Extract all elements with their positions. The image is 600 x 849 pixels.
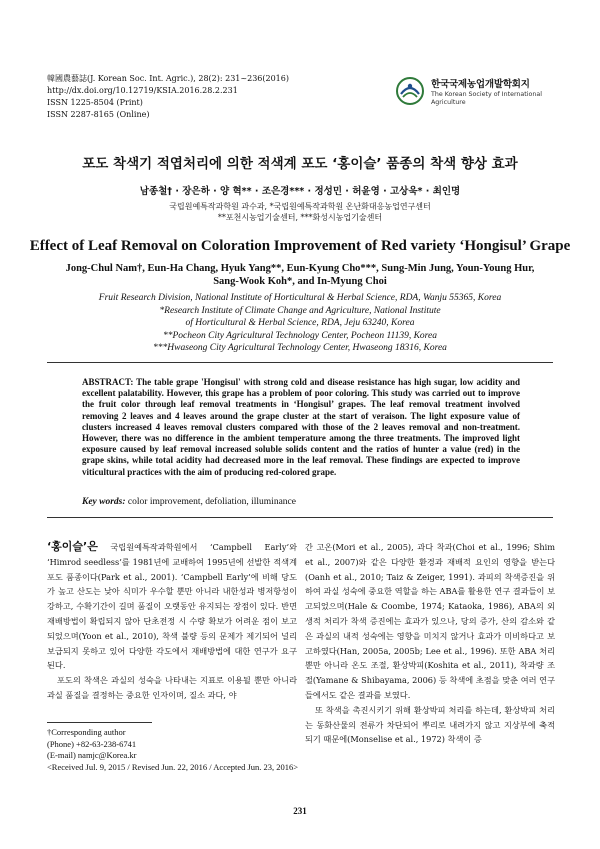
doi-link[interactable]: http://dx.doi.org/10.12719/KSIA.2016.28.2.231 <box>47 86 238 95</box>
issn-print: ISSN 1225-8504 (Print) <box>47 98 143 107</box>
footnote <box>47 727 297 773</box>
abstract-bottom-rule <box>47 517 553 518</box>
phone: (Phone) +82-63-238-6741 <box>47 738 137 749</box>
footnote-rule <box>47 722 152 723</box>
page-number: 231 <box>293 806 307 816</box>
affiliation-en-line: Fruit Research Division, National Institute of Horticultural & Herbal Science, RDA, Wanju 55365, Korea <box>98 293 502 303</box>
abstract-top-rule <box>47 362 553 363</box>
keywords-values: color improvement, defoliation, illuminance <box>127 497 296 507</box>
affiliation-ko-line: 국립원예특작과학원 과수과, *국립원예특작과학원 온난화대응농업연구센터 <box>169 202 431 211</box>
journal-header <box>47 73 289 121</box>
journal-citation: 韓國農藝誌(J. Korean Soc. Int. Agric.), 28(2): 231~236(2016) <box>47 74 289 83</box>
body-paragraph: 간 고온(Mori et al., 2005), 과다 착과(Choi et al., 1996; Shim et al., 2007)와 같은 다양한 환경과 재배적 요인의 영향을 받는다(Oanh et al., 2010; Taiz & Zeiger, 1991). 과피의 착색증진을 위하여 과실 성숙에 중요한 역할을 하는 ABA를 활용한 연구 결과들이 보고되었으며(Hale & Coombe, 1974; Kataoka, 1986), ABA의 외생적 처리가 착색 증진에는 효과가 있으나, 당의 증가, 산의 감소와 같은 과실의 내적 성숙에는 영향을 미치지 않거나 효과가 미비하다고 보고하였다(Han, 2005a, 2005b; Lee et al., 1996). 또한 ABA 처리뿐만 아니라 온도 조절, 환상박피(Koshita et al., 2011), 착과량 조절(Yamane & Shibayama, 2006) 등 착색에 초점을 맞춘 여러 연구들에서도 같은 결과를 보였다. <box>305 542 555 700</box>
issn-online: ISSN 2287-8165 (Online) <box>47 110 150 119</box>
authors-en-line: Sang-Wook Koh*, and In-Myung Choi <box>213 276 387 287</box>
affiliation-en-line: *Research Institute of Climate Change and Agriculture, National Institute <box>159 305 441 316</box>
society-name-en-line2: Agriculture <box>431 99 466 106</box>
corresponding-author: †Corresponding author <box>47 727 126 737</box>
affiliation-en-line: **Pocheon City Agricultural Technology Center, Pocheon 11139, Korea <box>163 330 437 341</box>
affiliation-en-line: ***Hwaseong City Agricultural Technology Center, Hwaseong 18316, Korea <box>153 343 447 353</box>
affiliations-korean <box>0 201 600 223</box>
affiliation-ko-line: **포천시농업기술센터, ***화성시농업기술센터 <box>217 213 383 222</box>
affiliations-english <box>0 292 600 355</box>
authors-english <box>0 262 600 288</box>
body-column-right <box>305 540 555 747</box>
email-link[interactable]: (E-mail) namjc@Korea.kr <box>47 750 137 761</box>
authors-en-line: Jong-Chul Nam†, Eun-Ha Chang, Hyuk Yang**, Eun-Kyung Cho***, Sung-Min Jung, Youn-Young Hur, <box>65 263 535 274</box>
society-logo <box>395 74 565 114</box>
affiliation-en-line: of Horticultural & Herbal Science, RDA, Jeju 63240, Korea <box>185 318 415 328</box>
keywords-line <box>82 497 522 507</box>
keywords-label: Key words: <box>82 497 126 507</box>
received-dates: <Received Jul. 9, 2015 / Revised Jun. 22, 2016 / Accepted Jun. 23, 2016> <box>47 761 299 772</box>
authors-korean: 남종철† · 장은하 · 양 혁** · 조은경*** · 정성민 · 허윤영 · 고상욱* · 최인명 <box>139 186 461 197</box>
abstract-text: ABSTRACT: The table grape 'Hongisul' with strong cold and disease resistance has high sugar, low acidity and excellent palatability. However, this grape has a problem of poor coloring. This study was carried out to improve the fruit color through leaf removal treatments in ‘Hongisul’ grapes. The leaf removal treatment involved removing 2 leaves and 4 leaves around the grape cluster at the start of veraison. The light exposure value of clusters increased 4 leaves removal clusters compared with those of the 2 leaves removal and non-treatment. However, there was no difference in the ambient temperature among the three treatments. The improved light exposure caused by leaf removal increased soluble solids content and the ratios of hunter a value (red) in the grape skins, while total acidity had decreased more in the leaf removal. These findings are expected to improve viticultural practices with the aim of producing red-colored grape. <box>82 377 520 477</box>
body-paragraph <box>47 540 297 673</box>
body-paragraph: 포도의 착색은 과실의 성숙을 나타내는 지표로 이용될 뿐만 아니라 과실 품질을 결정하는 중요한 인자이며, 질소 과다, 야 <box>47 675 297 700</box>
lead-term: ‘홍이슬’은 <box>47 540 98 553</box>
paragraph-text: 국립원예특작과학원에서 ‘Campbell Early’와 ‘Himrod seedless’를 1981년에 교배하여 1995년에 선발한 적색계 포도 품종이다(Park et al., 2001). ‘Campbell Early’에 비해 당도가 높고 산도는 낮아 식미가 우수할 뿐만 아니라 내한성과 병저항성이 강하고, 수확기간이 길며 품질이 오랫동안 유지되는 장점이 있다. 반면 재배방법이 확립되지 않아 단초전정 시 수량 확보가 어려운 점이 보고되었으며(Yoon et al., 2010), 착색 불량 등의 문제가 제기되어 널리 보급되지 못하고 있어 다양한 각도에서 재배방법에 대한 연구가 요구된다. <box>47 542 297 671</box>
body-paragraph: 또 착색을 촉진시키기 위해 환상박피 처리를 하는데, 환상박피 처리는 동화산물의 전류가 차단되어 뿌리로 내려가지 않고 지상부에 축적되기 때문에(Monselise et al., 1972) 착색이 증 <box>305 704 555 745</box>
title-korean: 포도 착색기 적엽처리에 의한 적색계 포도 ‘홍이슬’ 품종의 착색 향상 효과 <box>82 156 518 172</box>
society-emblem-icon <box>395 76 425 106</box>
society-name-en-line1: The Korean Society of International <box>431 91 542 98</box>
society-name-ko: 한국국제농업개발학회지 <box>431 79 530 90</box>
body-column-left <box>47 540 297 703</box>
title-english: Effect of Leaf Removal on Coloration Improvement of Red variety ‘Hongisul’ Grape <box>29 238 571 254</box>
